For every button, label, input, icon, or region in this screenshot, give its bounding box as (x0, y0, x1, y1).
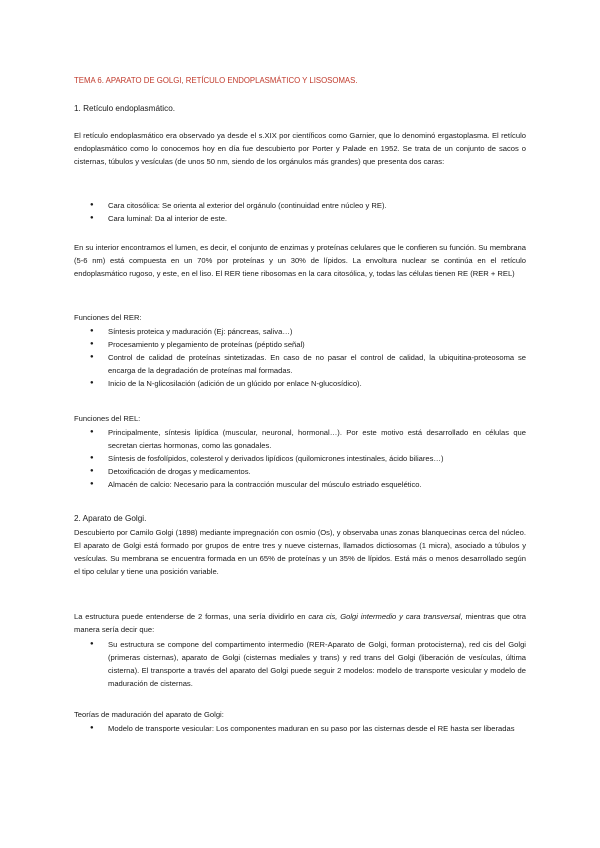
structure-paragraph (74, 610, 526, 636)
structure-list (74, 638, 526, 690)
rel-list (74, 426, 526, 491)
list-item: ● Síntesis de fosfolípidos, colesterol y derivados lipídicos (quilomicrones intestinales, ácido biliares…) (74, 452, 526, 465)
list-item: ● Cara luminal: Da al interior de este. (74, 212, 526, 225)
structure-text-end: , mientras que otra manera sería decir que: (74, 612, 527, 634)
rel-heading: Funciones del REL: (74, 414, 141, 423)
list-item: ● Cara citosólica: Se orienta al exterior del orgánulo (continuidad entre núcleo y RE). (74, 199, 526, 212)
section-1-heading: 1. Retículo endoplasmático. (74, 104, 176, 113)
section-2-intro: Descubierto por Camilo Golgi (1898) mediante impregnación con osmio (Os), y observaba unas zonas blanquecinas cerca del núcleo. El aparato de Golgi está formado por grupos de entre tres y nueve cisternas, llamados dictiosomas (1 micra), asociado a túbulos y vesículas. Su membrana se encuentra formada en un 65% de proteínas y un 35% de lípidos. Está más o menos desarrollado según el tipo celular y tiene una posición variable. (74, 528, 526, 576)
rer-list (74, 325, 526, 390)
list-item: ● Su estructura se compone del compartimento intermedio (RER-Aparato de Golgi, forman protocisterna), red cis del Golgi (primeras cisternas), aparato de Golgi (cisternas mediales y trans) y red trans del Golgi (liberación de vesículas, última cisterna). El transporte a través del aparato del Golgi puede seguir 2 modelos: modelo de transporte vesicular y modelo de maduración de cisternas. (74, 638, 526, 690)
list-item: ● Detoxificación de drogas y medicamentos. (74, 465, 526, 478)
section-1-intro: El retículo endoplasmático era observado ya desde el s.XIX por científicos como Garnier, que lo denominó ergastoplasma. El retículo endoplasmático como lo conocemos hoy en día fue descubierto por Porter y Palade en 1952. Se trata de un conjunto de sacos o cisternas, túbulos y vesículas (de unos 50 nm, siendo de los orgánulos más grandes) que presenta dos caras: (74, 131, 526, 166)
faces-list (74, 199, 526, 225)
list-item: ● Control de calidad de proteínas sintetizadas. En caso de no pasar el control de calidad, la ubiquitina-proteosoma se encarga de la degradación de proteínas mal formadas. (74, 351, 526, 377)
rer-heading: Funciones del RER: (74, 313, 142, 322)
theories-list (74, 722, 526, 735)
theories-heading: Teorías de maduración del aparato de Golgi: (74, 710, 224, 719)
structure-text-emphasis: cara cis, Golgi intermedio y cara transversal (308, 612, 461, 621)
list-item: ● Principalmente, síntesis lipídica (muscular, neuronal, hormonal…). Por este motivo está desarrollado en células que secretan ciertas hormonas, como las gonadales. (74, 426, 526, 452)
list-item: ● Procesamiento y plegamiento de proteínas (péptido señal) (74, 338, 526, 351)
list-item: ● Almacén de calcio: Necesario para la contracción muscular del músculo estriado esquelético. (74, 478, 526, 491)
list-item: ● Inicio de la N-glicosilación (adición de un glúcido por enlace N-glucosídico). (74, 377, 526, 390)
list-item: ● Síntesis proteica y maduración (Ej: páncreas, saliva…) (74, 325, 526, 338)
list-item: ● Modelo de transporte vesicular: Los componentes maduran en su paso por las cisternas desde el RE hasta ser liberadas (74, 722, 526, 735)
section-2-heading: 2. Aparato de Golgi. (74, 514, 147, 523)
document-title: TEMA 6. APARATO DE GOLGI, RETÍCULO ENDOPLASMÁTICO Y LISOSOMAS. (74, 76, 358, 85)
structure-text-start: La estructura puede entenderse de 2 formas, una sería dividirlo en (74, 612, 309, 621)
lumen-paragraph: En su interior encontramos el lumen, es decir, el conjunto de enzimas y proteínas celulares que le confieren su función. Su membrana (5-6 nm) está compuesta en un 70% por proteínas y un 30% de lípidos. La envoltura nuclear se continúa en el retículo endoplasmático rugoso, y este, en el liso. El RER tiene ribosomas en la cara citosólica, y, todas las células tienen RE (RER + REL) (74, 243, 526, 278)
